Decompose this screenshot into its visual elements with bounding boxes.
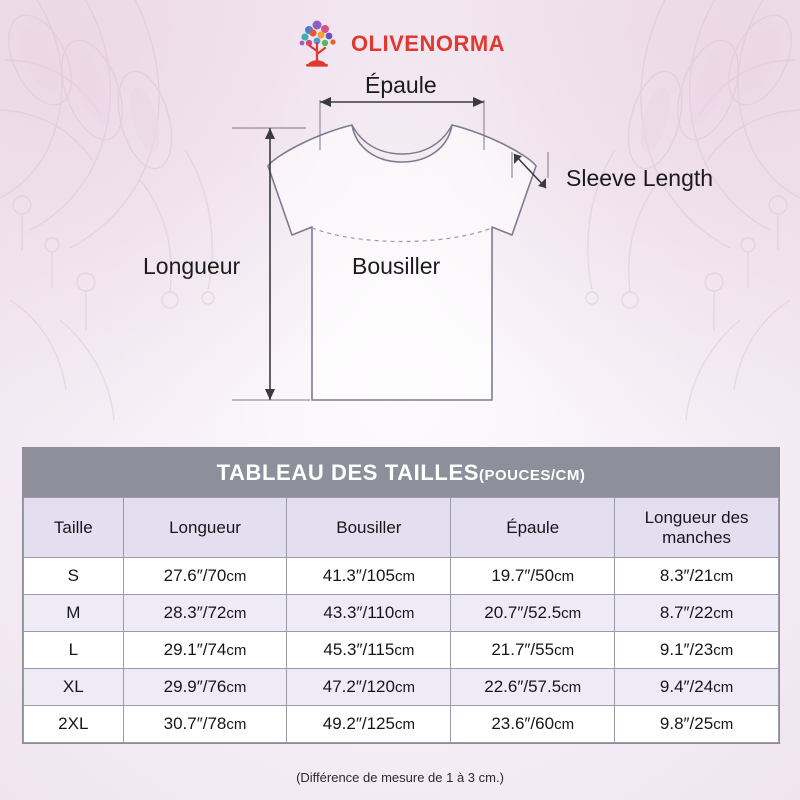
- cell-size: M: [24, 595, 124, 632]
- table-title: [23, 448, 779, 497]
- cell-length: [123, 669, 287, 706]
- value-inches: 23.6″/60: [491, 714, 555, 734]
- tshirt-diagram: [0, 70, 800, 440]
- cell-bust: [287, 706, 451, 743]
- value-inches: 49.2″/125: [322, 714, 395, 734]
- value-unit: cm: [394, 568, 415, 586]
- cell-sleeve: [615, 595, 779, 632]
- value-inches: 9.4″/24: [659, 677, 714, 697]
- cell-shoulder: [451, 632, 615, 669]
- cell-bust: [287, 595, 451, 632]
- value-unit: cm: [561, 605, 582, 623]
- value-inches: 20.7″/52.5: [484, 603, 562, 623]
- value-unit: cm: [554, 716, 575, 734]
- value-inches: 28.3″/72: [163, 603, 227, 623]
- value-unit: cm: [394, 642, 415, 660]
- value-inches: 30.7″/78: [163, 714, 227, 734]
- cell-sleeve: [615, 632, 779, 669]
- value-unit: cm: [394, 679, 415, 697]
- header-bust: Bousiller: [287, 498, 451, 558]
- cell-sleeve: [615, 706, 779, 743]
- value-unit: cm: [713, 568, 734, 586]
- header-size: Taille: [24, 498, 124, 558]
- value-unit: cm: [713, 679, 734, 697]
- value-inches: 45.3″/115: [323, 640, 395, 660]
- header-sleeve: Longueur des manches: [615, 498, 779, 558]
- value-unit: cm: [554, 642, 575, 660]
- cell-length: [123, 632, 287, 669]
- value-unit: cm: [226, 605, 247, 623]
- table-header-row: [24, 498, 779, 558]
- cell-size: XL: [24, 669, 124, 706]
- table-body: [24, 558, 779, 743]
- value-inches: 19.7″/50: [491, 566, 555, 586]
- value-inches: 29.9″/76: [163, 677, 227, 697]
- table-head: [24, 498, 779, 558]
- value-inches: 9.1″/23: [659, 640, 714, 660]
- value-inches: 22.6″/57.5: [484, 677, 562, 697]
- value-inches: 29.1″/74: [163, 640, 227, 660]
- cell-shoulder: [451, 706, 615, 743]
- label-shoulder: Épaule: [365, 72, 437, 98]
- value-inches: 9.8″/25: [659, 714, 714, 734]
- value-unit: cm: [713, 642, 734, 660]
- value-inches: 8.3″/21: [659, 566, 714, 586]
- header-shoulder: Épaule: [451, 498, 615, 558]
- cell-size: L: [24, 632, 124, 669]
- value-unit: cm: [554, 568, 575, 586]
- value-unit: cm: [226, 716, 247, 734]
- table-row: [24, 558, 779, 595]
- value-unit: cm: [226, 642, 247, 660]
- value-inches: 8.7″/22: [659, 603, 714, 623]
- brand-logo: [0, 18, 800, 70]
- cell-size: S: [24, 558, 124, 595]
- value-inches: 41.3″/105: [322, 566, 395, 586]
- value-unit: cm: [394, 605, 415, 623]
- value-unit: cm: [394, 716, 415, 734]
- brand-name: OLIVENORMA: [350, 31, 506, 56]
- value-unit: cm: [713, 605, 734, 623]
- cell-shoulder: [451, 595, 615, 632]
- value-inches: 27.6″/70: [163, 566, 227, 586]
- cell-bust: [287, 669, 451, 706]
- table-row: [24, 595, 779, 632]
- cell-size: 2XL: [24, 706, 124, 743]
- cell-length: [123, 706, 287, 743]
- cell-shoulder: [451, 558, 615, 595]
- value-unit: cm: [713, 716, 734, 734]
- table-title-unit: (POUCES/CM): [479, 467, 586, 484]
- table-title-text: TABLEAU DES TAILLES: [216, 460, 479, 485]
- label-length: Longueur: [143, 253, 241, 279]
- table-row: [24, 706, 779, 743]
- cell-sleeve: [615, 558, 779, 595]
- tree-logo-icon: [295, 18, 341, 70]
- cell-bust: [287, 558, 451, 595]
- size-table: [23, 448, 779, 743]
- size-table-wrapper: [22, 447, 780, 744]
- value-unit: cm: [226, 679, 247, 697]
- cell-shoulder: [451, 669, 615, 706]
- table-row: [24, 632, 779, 669]
- measurement-note: (Différence de mesure de 1 à 3 cm.): [296, 770, 504, 785]
- value-unit: cm: [226, 568, 247, 586]
- cell-sleeve: [615, 669, 779, 706]
- label-bust: Bousiller: [352, 253, 441, 279]
- value-unit: cm: [561, 679, 582, 697]
- label-sleeve-length: Sleeve Length: [566, 165, 714, 191]
- cell-length: [123, 595, 287, 632]
- header-length: Longueur: [123, 498, 287, 558]
- cell-bust: [287, 632, 451, 669]
- value-inches: 47.2″/120: [322, 677, 395, 697]
- cell-length: [123, 558, 287, 595]
- value-inches: 43.3″/110: [323, 603, 395, 623]
- table-row: [24, 669, 779, 706]
- value-inches: 21.7″/55: [491, 640, 555, 660]
